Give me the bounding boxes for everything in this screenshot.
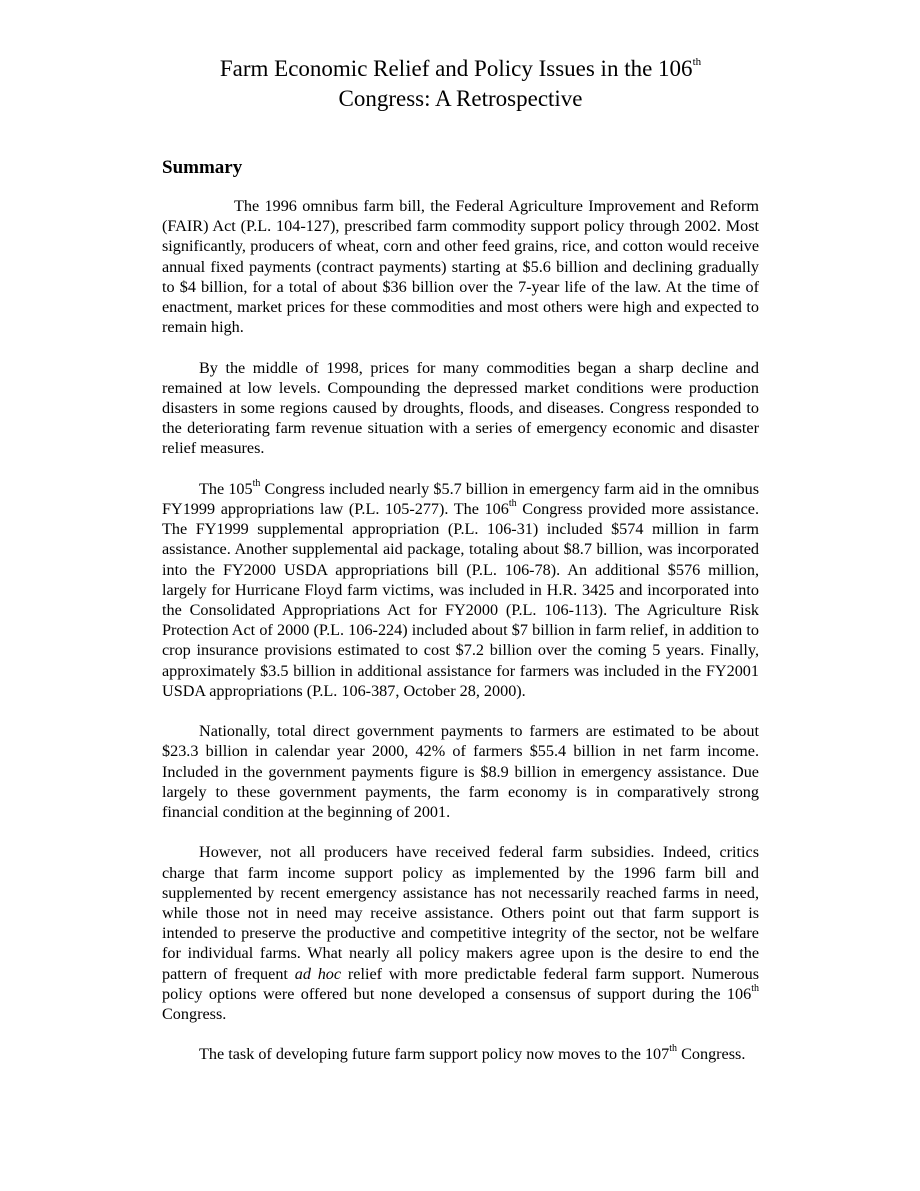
title-line-2: Congress: A Retrospective xyxy=(338,86,583,111)
paragraph-5-text-a: However, not all producers have received federal farm subsidies. Indeed, critics charge that farm income support policy as implemented by the 1996 farm bill and supplemented by recent emergency assistance has not necessarily reached farms in need, while those not in need may receive assistance. Others point out that farm support is intended to preserve the productive and competitive integrity of the sector, not be welfare for individual farms. What nearly all policy makers agree upon is the desire to end the pattern of frequent xyxy=(162,843,759,983)
paragraph-5-text-c: Congress. xyxy=(162,1005,227,1024)
paragraph-6 xyxy=(162,1044,759,1064)
paragraph-5-sup: th xyxy=(751,982,759,994)
paragraph-6-sup: th xyxy=(669,1043,678,1055)
paragraph-4: Nationally, total direct government payments to farmers are estimated to be about $23.3 billion in calendar year 2000, 42% of farmers $55.4 billion in net farm income. Included in the government payments figure is $8.9 billion in emergency assistance. Due largely to these government payments, the farm economy is in comparatively strong financial condition at the beginning of 2001. xyxy=(162,722,759,822)
paragraph-1: The 1996 omnibus farm bill, the Federal Agriculture Improvement and Reform (FAIR) Act (P.L. 104-127), prescribed farm commodity support policy through 2002. Most significantly, producers of wheat, corn and other feed grains, rice, and cotton would receive annual fixed payments (contract payments) starting at $5.6 billion and declining gradually to $4 billion, for a total of about $36 billion over the 7-year life of the law. At the time of enactment, market prices for these commodities and most others were high and expected to remain high. xyxy=(162,197,759,337)
document-page xyxy=(162,54,759,1065)
document-title xyxy=(162,54,759,114)
summary-heading: Summary xyxy=(162,157,243,178)
paragraph-6-text-b: Congress. xyxy=(677,1045,746,1064)
paragraph-3-sup-2: th xyxy=(508,498,517,510)
title-superscript: th xyxy=(692,56,702,68)
paragraph-5-text-b: relief with more predictable federal farm support. Numerous policy options were offered but none developed a consensus of support during the 106 xyxy=(162,964,760,1003)
paragraph-5-italic: ad hoc xyxy=(294,964,342,983)
paragraph-3 xyxy=(162,479,759,701)
paragraph-5 xyxy=(162,842,759,1024)
paragraph-3-sup-1: th xyxy=(252,477,261,489)
paragraph-3-text-b: Congress included nearly $5.7 billion in emergency farm aid in the omnibus FY1999 appropriations law (P.L. 105-277). The 106 xyxy=(162,479,759,519)
paragraph-3-text-c: Congress provided more assistance. The FY1999 supplemental appropriation (P.L. 106-31) included $574 million in farm assistance. Another supplemental aid package, totaling about $8.7 billion, was incorporated into the FY2000 USDA appropriations bill (P.L. 106-78). An additional $576 million, largely for Hurricane Floyd farm victims, was included in H.R. 3425 and incorporated into the Consolidated Appropriations Act for FY2000 (P.L. 106-113). The Agriculture Risk Protection Act of 2000 (P.L. 106-224) included about $7 billion in farm relief, in addition to crop insurance provisions estimated to cost $7.2 billion over the coming 5 years. Finally, approximately $3.5 billion in additional assistance for farmers was included in the FY2001 USDA appropriations (P.L. 106-387, October 28, 2000). xyxy=(162,500,759,700)
paragraph-6-text-a: The task of developing future farm support policy now moves to the 107 xyxy=(199,1045,670,1064)
paragraph-3-text-a: The 105 xyxy=(199,479,253,498)
paragraph-2: By the middle of 1998, prices for many commodities began a sharp decline and remained at low levels. Compounding the depressed market conditions were production disasters in some regions caused by droughts, floods, and diseases. Congress responded to the deteriorating farm revenue situation with a series of emergency economic and disaster relief measures. xyxy=(162,358,759,458)
title-line-1: Farm Economic Relief and Policy Issues in the 106 xyxy=(219,56,693,81)
